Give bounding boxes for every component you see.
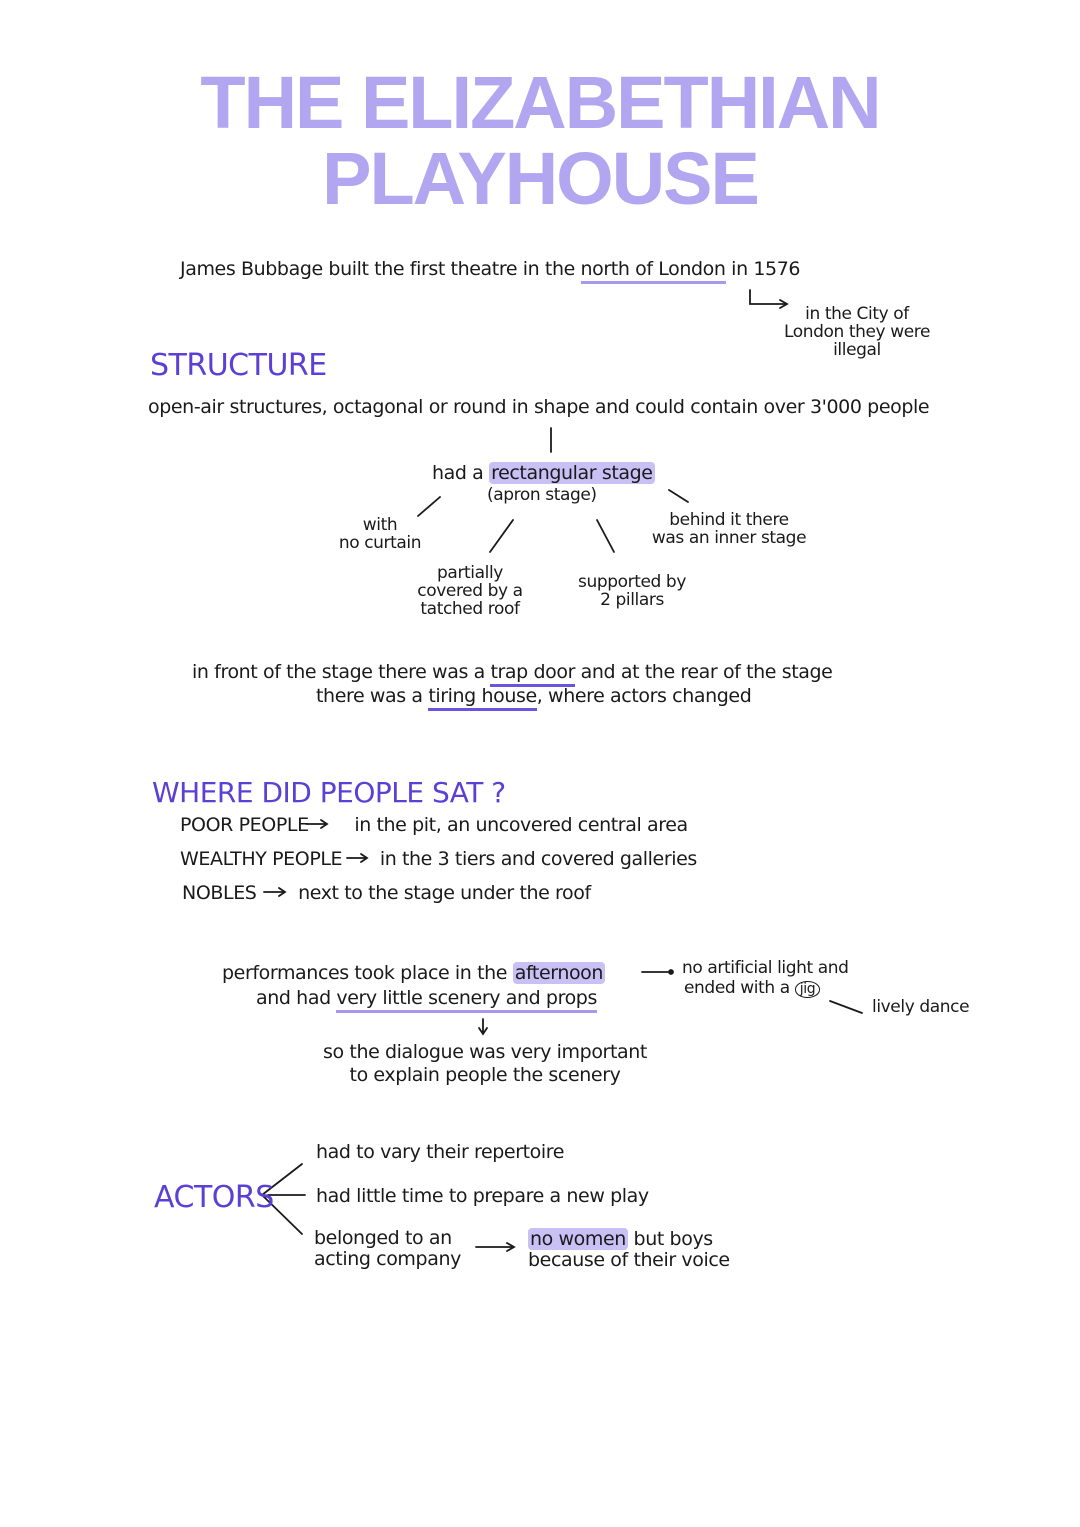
actors-item: had little time to prepare a new play xyxy=(316,1185,649,1207)
stage-pre: had a xyxy=(432,462,490,484)
branch-pillars xyxy=(568,574,696,610)
london-note xyxy=(782,306,932,360)
women-post: but boys xyxy=(627,1228,713,1250)
page-title: THE ELIZABETHIAN xyxy=(200,61,880,144)
stage-highlight: rectangular stage xyxy=(491,462,653,484)
branch-no-curtain xyxy=(325,517,435,553)
afternoon-highlight: afternoon xyxy=(514,962,604,984)
front-pre: in front of the stage there was a xyxy=(192,661,491,683)
seating-where: in the 3 tiers and covered galleries xyxy=(379,848,697,870)
seating-who: POOR PEOPLE xyxy=(180,814,309,836)
page-title-line2: PLAYHOUSE xyxy=(322,137,758,220)
performances-line1 xyxy=(222,962,605,984)
branch-line: no curtain xyxy=(338,532,422,553)
front-mid: and at the rear of the stage xyxy=(575,661,833,683)
branch-line: with xyxy=(362,515,398,535)
no-women-highlight: no women xyxy=(530,1228,626,1250)
front-line2-pre: there was a xyxy=(316,685,429,707)
branch-line: supported by xyxy=(578,572,686,592)
actors-women xyxy=(528,1229,730,1271)
branch-line: tatched roof xyxy=(420,598,520,619)
lively-dance: lively dance xyxy=(872,997,970,1017)
structure-heading: STRUCTURE xyxy=(150,348,327,383)
branch-roof xyxy=(405,565,535,619)
performances-line2 xyxy=(256,987,597,1009)
branch-line: partially xyxy=(437,563,503,583)
branch-line: was an inner stage xyxy=(651,527,807,548)
front-line2 xyxy=(316,685,751,707)
front-line2-post: , where actors changed xyxy=(536,685,752,707)
trap-door: trap door xyxy=(490,661,575,687)
scenery-highlight: very little scenery and props xyxy=(336,987,597,1013)
intro-text xyxy=(180,258,800,280)
perf-side1: no artificial light and xyxy=(682,958,849,978)
branch-line: covered by a xyxy=(417,580,523,601)
tiring-house: tiring house xyxy=(428,685,536,711)
perf-side2 xyxy=(684,980,820,998)
london-note-line: illegal xyxy=(833,339,881,360)
actors-heading: ACTORS xyxy=(154,1180,274,1215)
actors-company-line: belonged to an xyxy=(314,1227,452,1249)
actors-company-line: acting company xyxy=(314,1247,461,1270)
seating-who: NOBLES xyxy=(182,882,257,904)
seating-heading: WHERE DID PEOPLE SAT ? xyxy=(152,776,506,809)
london-note-line: London they were xyxy=(783,321,931,342)
actors-item: had to vary their repertoire xyxy=(316,1141,565,1163)
stage-sub: (apron stage) xyxy=(487,485,597,505)
perf-result xyxy=(310,1041,660,1087)
women-line2: because of their voice xyxy=(528,1248,730,1271)
london-note-line: in the City of xyxy=(805,304,909,324)
branch-line: behind it there xyxy=(669,510,789,530)
actors-company xyxy=(314,1228,461,1270)
intro-highlight: north of London xyxy=(581,258,726,284)
perf-result-line: to explain people the scenery xyxy=(349,1063,621,1086)
seating-who: WEALTHY PEOPLE xyxy=(180,848,343,870)
branch-line: 2 pillars xyxy=(600,589,664,610)
perf-pre: performances took place in the xyxy=(222,962,513,984)
jig-circle: jig xyxy=(795,981,820,998)
perf-result-line: so the dialogue was very important xyxy=(323,1041,647,1063)
intro-post: in 1576 xyxy=(725,258,801,280)
perf-pre2: and had xyxy=(256,987,337,1009)
seating-where: next to the stage under the roof xyxy=(298,882,591,904)
seating-row-nobles xyxy=(182,882,591,904)
structure-line: open-air structures, octagonal or round in shape and could contain over 3'000 people xyxy=(148,396,930,418)
front-line1 xyxy=(192,661,832,683)
stage-text xyxy=(432,462,655,484)
perf-side2-pre: ended with a xyxy=(684,978,795,998)
intro-pre: James Bubbage built the first theatre in the xyxy=(180,258,581,280)
seating-row-wealthy xyxy=(180,848,697,870)
seating-row-poor xyxy=(180,814,688,836)
seating-where: in the pit, an uncovered central area xyxy=(354,814,688,836)
branch-inner-stage xyxy=(634,512,824,548)
